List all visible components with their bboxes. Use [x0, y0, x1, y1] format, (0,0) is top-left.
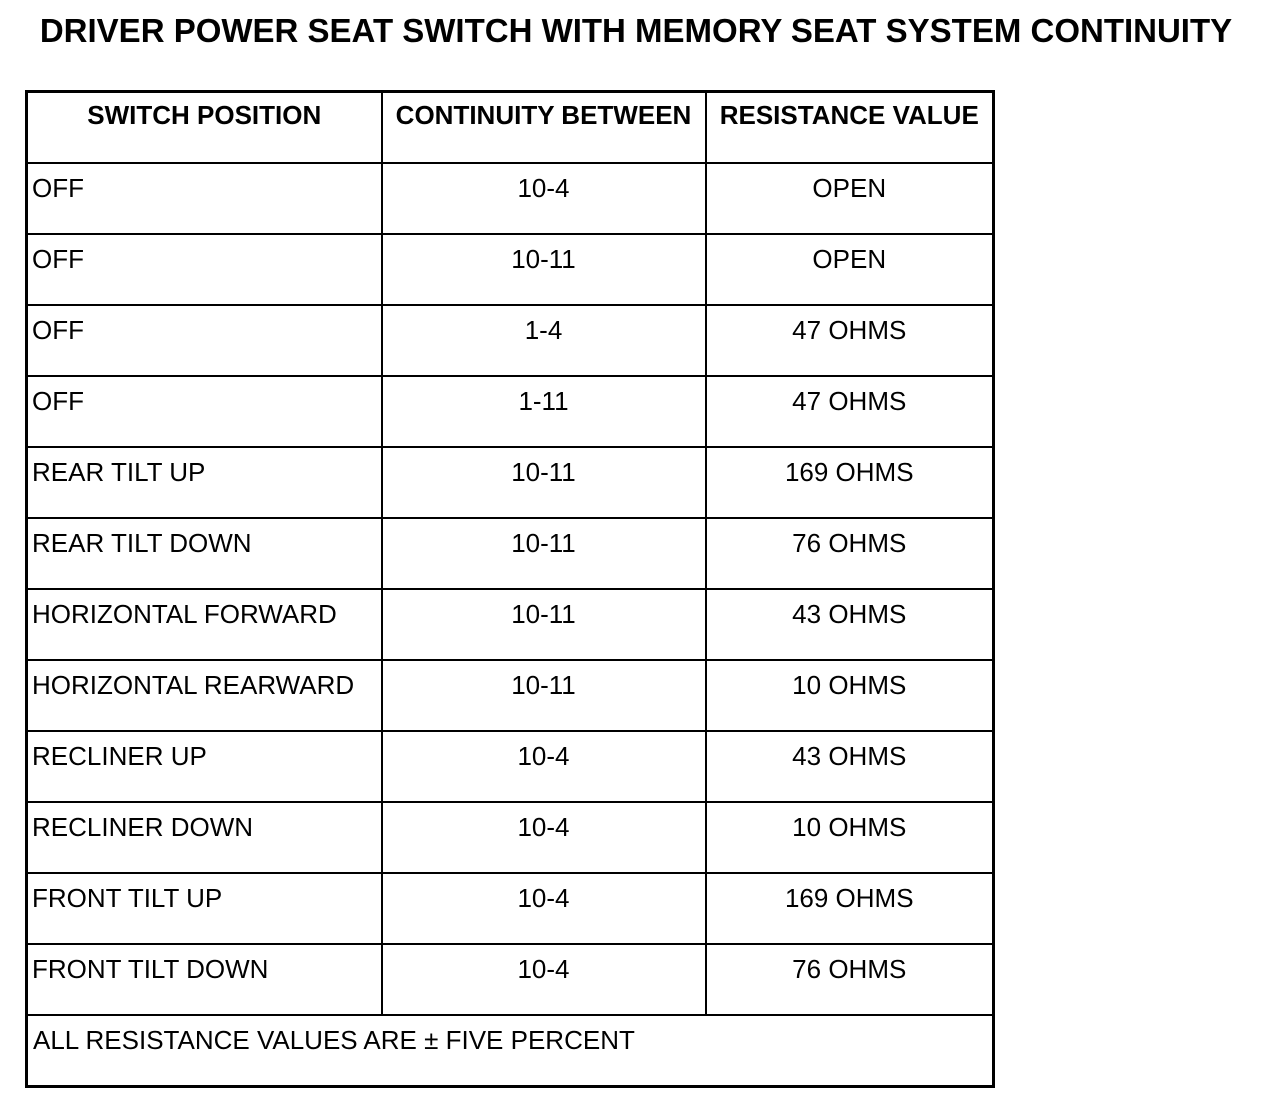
continuity-cell: 10-4: [382, 873, 706, 944]
page-title: DRIVER POWER SEAT SWITCH WITH MEMORY SEAT SYSTEM CONTINUITY: [39, 12, 1233, 49]
resistance-cell: 10 OHMS: [706, 660, 994, 731]
resistance-cell: 76 OHMS: [706, 518, 994, 589]
table-row: [27, 944, 994, 1015]
resistance-cell: 10 OHMS: [706, 802, 994, 873]
switch-position-cell: REAR TILT DOWN: [27, 518, 382, 589]
table-header-row: [27, 92, 994, 164]
resistance-cell: 169 OHMS: [706, 873, 994, 944]
table-row: [27, 589, 994, 660]
resistance-cell: 43 OHMS: [706, 589, 994, 660]
table-row: [27, 163, 994, 234]
continuity-cell: 10-11: [382, 518, 706, 589]
resistance-cell: 76 OHMS: [706, 944, 994, 1015]
switch-position-cell: RECLINER UP: [27, 731, 382, 802]
continuity-cell: 1-4: [382, 305, 706, 376]
table-row: [27, 234, 994, 305]
switch-position-cell: OFF: [27, 163, 382, 234]
continuity-cell: 10-4: [382, 802, 706, 873]
switch-position-cell: OFF: [27, 376, 382, 447]
continuity-cell: 10-11: [382, 234, 706, 305]
table-row: [27, 376, 994, 447]
switch-position-cell: FRONT TILT UP: [27, 873, 382, 944]
table-row: [27, 802, 994, 873]
table-row: [27, 447, 994, 518]
header-continuity-between: CONTINUITY BETWEEN: [382, 92, 706, 164]
header-resistance-value: RESISTANCE VALUE: [706, 92, 994, 164]
continuity-cell: 10-11: [382, 660, 706, 731]
resistance-cell: 43 OHMS: [706, 731, 994, 802]
table-footnote-row: [27, 1015, 994, 1087]
resistance-cell: 47 OHMS: [706, 376, 994, 447]
continuity-cell: 10-4: [382, 163, 706, 234]
continuity-table: [25, 90, 995, 1088]
resistance-cell: OPEN: [706, 234, 994, 305]
continuity-cell: 10-11: [382, 589, 706, 660]
table-row: [27, 305, 994, 376]
continuity-cell: 10-4: [382, 731, 706, 802]
switch-position-cell: HORIZONTAL REARWARD: [27, 660, 382, 731]
switch-position-cell: REAR TILT UP: [27, 447, 382, 518]
continuity-cell: 10-4: [382, 944, 706, 1015]
switch-position-cell: RECLINER DOWN: [27, 802, 382, 873]
switch-position-cell: HORIZONTAL FORWARD: [27, 589, 382, 660]
tolerance-footnote: ALL RESISTANCE VALUES ARE ± FIVE PERCENT: [27, 1015, 994, 1087]
table-row: [27, 731, 994, 802]
resistance-cell: OPEN: [706, 163, 994, 234]
resistance-cell: 47 OHMS: [706, 305, 994, 376]
continuity-cell: 1-11: [382, 376, 706, 447]
switch-position-cell: OFF: [27, 234, 382, 305]
table-row: [27, 660, 994, 731]
resistance-cell: 169 OHMS: [706, 447, 994, 518]
switch-position-cell: FRONT TILT DOWN: [27, 944, 382, 1015]
table-row: [27, 873, 994, 944]
switch-position-cell: OFF: [27, 305, 382, 376]
header-switch-position: SWITCH POSITION: [27, 92, 382, 164]
continuity-cell: 10-11: [382, 447, 706, 518]
table-row: [27, 518, 994, 589]
